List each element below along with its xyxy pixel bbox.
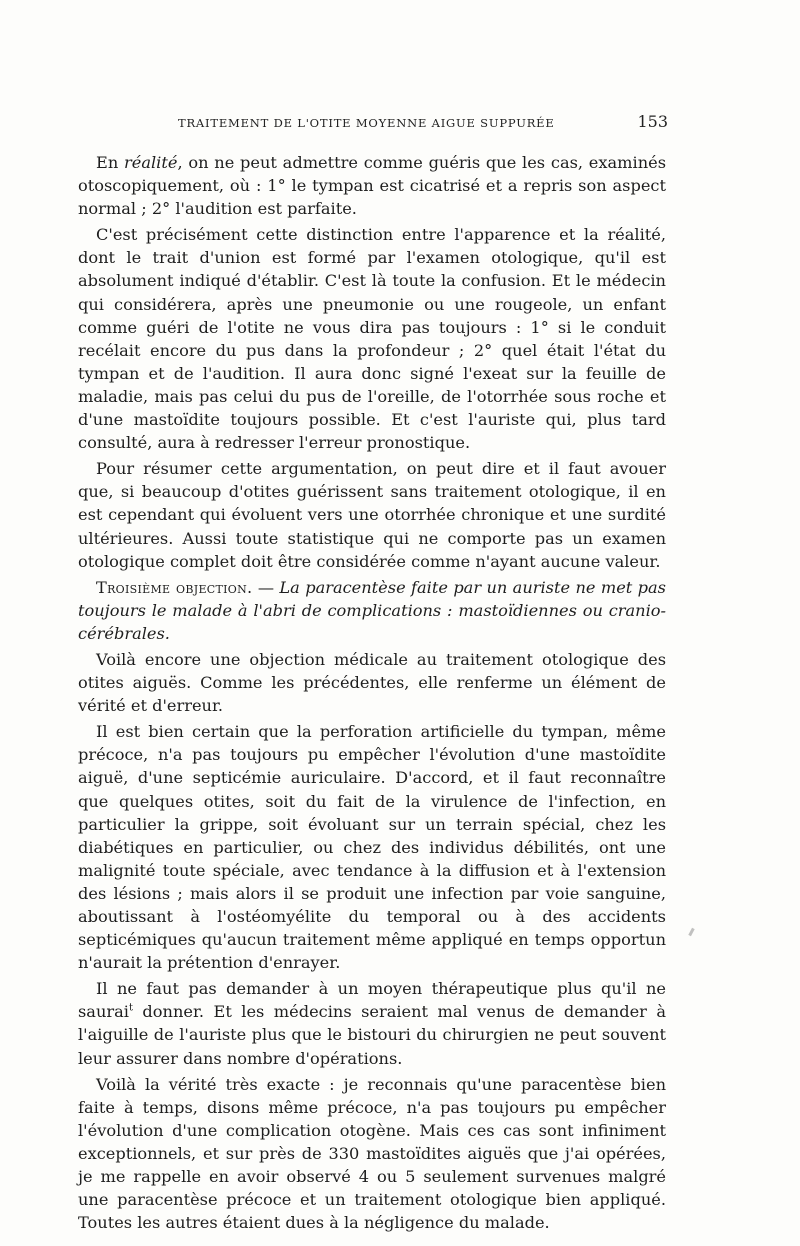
objection-statement: La paracentèse faite par un auriste ne met pas toujours le malade à l'abri de complications : mastoïdiennes ou cranio-cérébrales. (78, 577, 666, 643)
paragraph-6: Il est bien certain que la perforation artificielle du tympan, même précoce, n'a pas toujours pu empêcher l'évolution d'une mastoïdite aiguë, d'une septicémie auriculaire. D'accord, et il faut reconnaître que quelques otites, soit du fait de la virulence de l'infection, en particulier la grippe, soit évoluant sur un terrain spécial, chez les diabétiques en particulier, ou chez des individus débilités, ont une malignité toute spéciale, avec tendance à la diffusion et à l'extension des lésions ; mais alors il se produit une infection par voie sanguine, aboutissant à l'ostéomyélite du temporal ou à des accidents septicémiques qu'aucun traitement même appliqué en temps opportun n'aurait la prétention d'enrayer. (78, 722, 666, 973)
paragraph-1 (78, 151, 666, 220)
objection-heading (78, 576, 666, 645)
page-number: 153 (637, 112, 668, 131)
paragraph-7-lead: Il ne faut pas demander à un moyen thérapeutique plus qu'il ne saurai (78, 979, 666, 1022)
paragraph-7-superscript: t (128, 1002, 133, 1014)
paragraph-1-rest: , on ne peut admettre comme guéris que les cas, examinés otoscopiquement, où : 1° le tympan est cicatrisé et a repris son aspect normal ; 2° l'audition est parfaite. (78, 153, 667, 219)
running-head (78, 112, 668, 136)
paragraph-5: Voilà encore une objection médicale au traitement otologique des otites aiguës. Comme les précédentes, elle renferme un élément de vérité et d'erreur. (78, 649, 666, 716)
objection-label: Troisième objection. (96, 577, 253, 597)
body-text (78, 151, 666, 1234)
paragraph-8: Voilà la vérité très exacte : je reconnais qu'une paracentèse bien faite à temps, disons même précoce, n'a pas toujours pu empêcher l'évolution d'une complication otogène. Mais ces cas sont infiniment exceptionnels, et sur près de 330 mastoïdites aiguës que j'ai opérées, je me rappelle en avoir observé 4 ou 5 seulement survenues malgré une paracentèse précoce et un traitement otologique bien appliqué. Toutes les autres étaient dues à la négligence du malade. (78, 1074, 666, 1233)
objection-dash: — (252, 577, 280, 597)
paragraph-7-rest: donner. Et les médecins seraient mal venus de demander à l'aiguille de l'auriste plus que le bistouri du chirurgien ne peut souvent leur assurer dans nombre d'opérations. (78, 1002, 666, 1068)
running-title: TRAITEMENT DE L'OTITE MOYENNE AIGUE SUPPURÉE (178, 116, 555, 130)
paragraph-3: Pour résumer cette argumentation, on peut dire et il faut avouer que, si beaucoup d'otites guérissent sans traitement otologique, il en est cependant qui évoluent vers une otorrhée chronique et une surdité ultérieures. Aussi toute statistique qui ne comporte pas un examen otologique complet doit être considérée comme n'ayant aucune valeur. (78, 459, 666, 571)
margin-mark (688, 928, 694, 936)
paragraph-2: C'est précisément cette distinction entre l'apparence et la réalité, dont le trait d'union est formé par l'examen otologique, qu'il est absolument indiqué d'établir. C'est là toute la confusion. Et le médecin qui considérera, après une pneumonie ou une rougeole, un enfant comme guéri de l'otite ne vous dira pas toujours : 1° si le conduit recélait encore du pus dans la profondeur ; 2° quel était l'état du tympan et de l'audition. Il aura donc signé l'exeat sur la feuille de maladie, mais pas celui du pus de l'oreille, de l'otorrhée sous roche et d'une mastoïdite toujours possible. Et c'est l'auriste qui, plus tard consulté, aura à redresser l'erreur pronostique. (78, 225, 666, 453)
paragraph-1-lead: En (96, 153, 125, 172)
paragraph-1-emphasis: réalité (124, 153, 178, 172)
paragraph-7 (78, 977, 666, 1069)
